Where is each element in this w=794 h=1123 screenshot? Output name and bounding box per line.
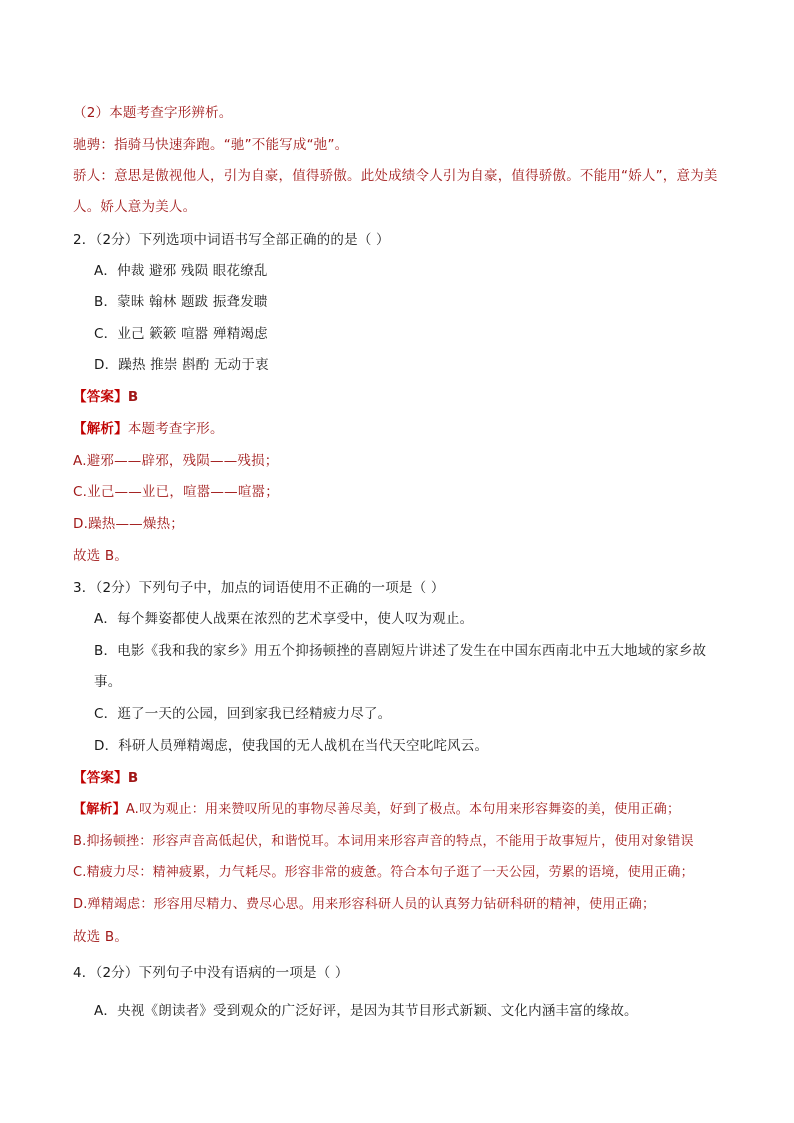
q3-answer-value: B [127,770,139,786]
q2-stem: 2．（2分）下列选项中词语书写全部正确的的是（ ） [73,232,390,248]
q3-analysis-line-c: C.精疲力尽：精神疲累，力气耗尽。形容非常的疲惫。符合本句子逛了一天公园，劳累的语境，使用正确； [73,865,694,880]
q2-analysis [73,419,224,439]
q2-answer-label: 【答案】 [73,389,128,405]
q3-analysis-line-b: B.抑扬顿挫：形容声音高低起伏，和谐悦耳。本词用来形容声音的特点，不能用于故事短片，使用对象错误 [73,834,694,849]
q3-analysis-label: 【解析】 [73,802,126,817]
q2-answer-value: B [127,389,139,405]
q2-analysis-line-a: A.避邪——辟邪，残陨——残损； [73,453,279,469]
q3-option-b-cont: 事。 [94,674,122,690]
q3-analysis-line-d: D.殚精竭虑：形容用尽精力、费尽心思。用来形容科研人员的认真努力钻研科研的精神，使用正确； [73,897,656,912]
q2-option-a: A．仲裁 避邪 残陨 眼花缭乱 [94,263,268,279]
q2-analysis-line-c: C.业己——业已，喧嚣——喧嚣； [73,484,279,500]
q3-option-b: B．电影《我和我的家乡》用五个抑扬顿挫的喜剧短片讲述了发生在中国东西南北中五大地域的家乡故 [94,643,707,659]
q2-analysis-line-d: D.躁热——燥热； [73,516,184,532]
section2-chicheng: 驰骋：指骑马快速奔跑。“驰”不能写成“弛”。 [73,137,349,153]
q3-option-a: A．每个舞姿都使人战栗在浓烈的艺术享受中，使人叹为观止。 [94,611,474,627]
q2-analysis-text: 本题考查字形。 [127,421,224,437]
section2-jiaoren-line1: 骄人：意思是傲视他人，引为自豪，值得骄傲。此处成绩令人引为自豪，值得骄傲。不能用“娇人”，意为美 [73,168,718,184]
q2-analysis-label: 【解析】 [73,421,128,437]
q2-conclusion: 故选 B。 [73,548,129,564]
q4-option-a: A．央视《朗读者》受到观众的广泛好评，是因为其节目形式新颖、文化内涵丰富的缘故。 [94,1003,638,1019]
q3-answer-label: 【答案】 [73,770,128,786]
q3-option-c: C．逛了一天的公园，回到家我已经精疲力尽了。 [94,706,392,722]
q3-option-d: D．科研人员殚精竭虑，使我国的无人战机在当代天空叱咤风云。 [94,738,489,754]
q2-option-c: C．业己 簌簌 喧嚣 殚精竭虑 [94,326,268,342]
q2-option-d: D．躁热 推崇 斟酌 无动于衷 [94,357,269,373]
q3-answer [73,768,138,788]
q3-analysis [73,800,680,820]
section2-jiaoren-line2: 人。娇人意为美人。 [73,199,197,215]
q4-stem: 4．（2分）下列句子中没有语病的一项是（ ） [73,965,349,981]
q2-option-b: B．蒙昧 翰林 题跋 振聋发聩 [94,294,268,310]
q3-conclusion: 故选 B。 [73,929,129,945]
section2-heading: （2）本题考查字形辨析。 [73,105,233,121]
q3-analysis-first: A.叹为观止：用来赞叹所见的事物尽善尽美，好到了极点。本句用来形容舞姿的美，使用正确； [125,802,681,817]
q3-stem: 3．（2分）下列句子中，加点的词语使用不正确的一项是（ ） [73,580,445,596]
q2-answer [73,387,138,407]
